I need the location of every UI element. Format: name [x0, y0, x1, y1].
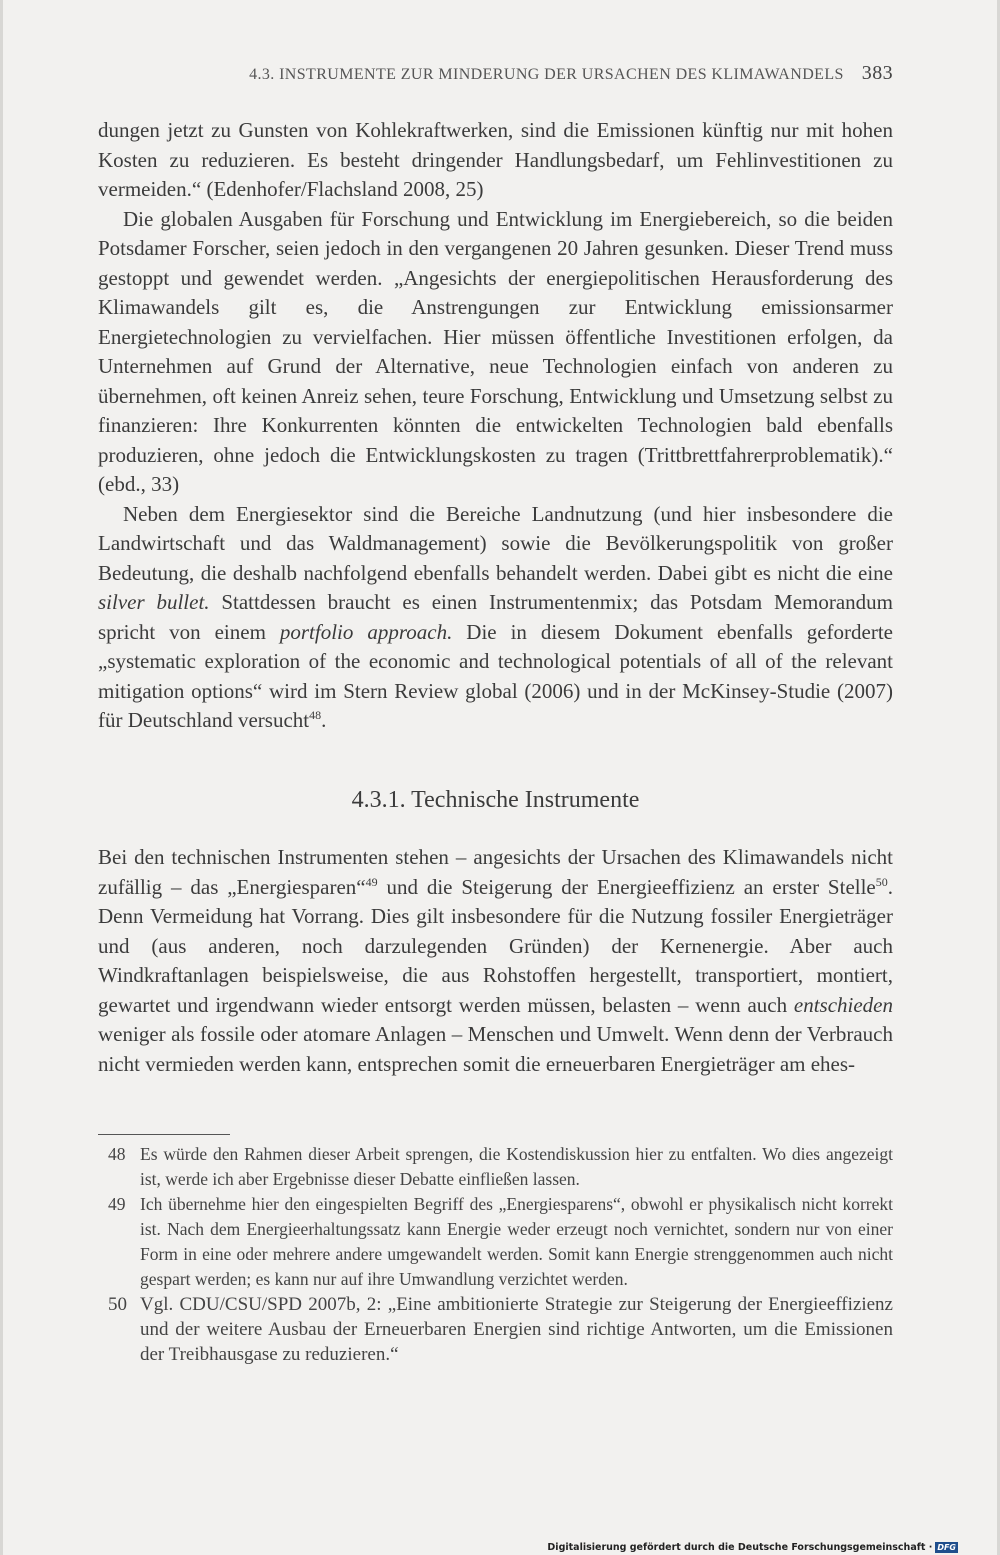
paragraph-3-end: .	[321, 708, 327, 732]
footnote-number: 49	[108, 1194, 126, 1214]
footnotes	[98, 1142, 893, 1367]
footnote-rule	[98, 1134, 230, 1135]
footnote-text: Es würde den Rahmen dieser Arbeit sprengen, die Kostendiskussion hier zu entfalten. Wo dies angezeigt ist, werde ich aber Ergebnisse dieser Debatte einfließen lassen.	[140, 1144, 893, 1189]
paragraph-1: dungen jetzt zu Gunsten von Kohlekraftwerken, sind die Emissionen künftig nur mit hohen Kosten zu reduzieren. Es besteht dringender Handlungsbedarf, um Fehlinvestitionen zu vermeiden.“ (Edenhofer/Flachsland 2008, 25)	[98, 118, 893, 201]
funding-text: Digitalisierung gefördert durch die Deutsche Forschungsgemeinschaft ·	[547, 1542, 933, 1553]
footnote-number: 48	[108, 1144, 126, 1164]
footnote-number: 50	[108, 1294, 127, 1315]
footnote-ref-49[interactable]: 49	[365, 874, 378, 889]
paragraph-3	[98, 500, 893, 736]
section-heading: 4.3.1. Technische Instrumente	[351, 787, 640, 813]
paragraph-4-text-d: weniger als fossile oder atomare Anlagen – Menschen und Umwelt. Wenn denn der Verbrauch nicht vermieden werden kann, entsprechen somit die erneuerbaren Energieträger am ehes-	[98, 1022, 893, 1076]
dfg-logo: DFG	[937, 1543, 956, 1552]
running-head	[98, 62, 893, 85]
paragraph-4	[98, 843, 893, 1079]
footnote-ref-50[interactable]: 50	[875, 874, 888, 889]
page-edge-left	[0, 0, 3, 1555]
body-text-bottom	[98, 843, 893, 1079]
footnote-text: Ich übernehme hier den eingespielten Begriff des „Energiesparens“, obwohl er physikalisch nicht korrekt ist. Nach dem Energieerhaltungssatz kann Energie weder erzeugt noch vernichtet, sondern nur von einer Form in eine oder mehrere andere umgewandelt werden. Somit kann Energie strenggenommen auch nicht gespart werden; es kann nur auf ihre Umwandlung verzichtet werden.	[140, 1194, 893, 1289]
paragraph-3-text-a: Neben dem Energiesektor sind die Bereiche Landnutzung (und hier insbesondere die Landwirtschaft und das Waldmanagement) sowie die Bevölkerungspolitik von großer Bedeutung, die deshalb nachfolgend ebenfalls behandelt werden. Dabei gibt es nicht die eine	[98, 501, 893, 585]
footnote-text: Vgl. CDU/CSU/SPD 2007b, 2: „Eine ambitionierte Strategie zur Steigerung der Energieeffizienz und der weitere Ausbau der Erneuerbaren Energien sind richtige Antworten, um die Emissionen der Treibhausgase zu reduzieren.“	[140, 1294, 893, 1365]
paragraph-4-text-c: . Denn Vermeidung hat Vorrang. Dies gilt insbesondere für die Nutzung fossiler Energieträger und (aus anderen, noch darzulegenden Gründen) der Kernenergie. Aber auch Windkraftanlagen beispielsweise, die aus Rohstoffen hergestellt, transportiert, montiert, gewartet und irgendwann wieder entsorgt werden müssen, belasten – wenn auch	[98, 874, 893, 1017]
paragraph-4-text-b: und die Steigerung der Energieeffizienz an erster Stelle	[377, 874, 876, 899]
footnote-49	[98, 1192, 893, 1292]
paragraph-3-text-c: Die in diesem Dokument ebenfalls geforderte „systematic exploration of the economic and technological potentials of all of the relevant mitigation options“ wird im Stern Review global (2006) und in der McKinsey-Studie (2007) für Deutschland versucht	[98, 619, 893, 732]
footnote-48	[98, 1142, 893, 1192]
emphasis-portfolio-approach: portfolio approach.	[279, 619, 453, 644]
footnote-ref-48[interactable]: 48	[309, 708, 322, 722]
emphasis-entschieden: entschieden	[793, 992, 893, 1017]
paragraph-3-text-b: Stattdessen braucht es einen Instrumentenmix; das Potsdam Memorandum spricht von einem	[98, 590, 894, 644]
paragraph-4-text-a: Bei den technischen Instrumenten stehen – angesichts der Ursachen des Klimawandels nicht zufällig – das „Energiesparen“	[98, 845, 893, 899]
emphasis-silver-bullet: silver bullet.	[98, 590, 210, 614]
running-head-title: 4.3. INSTRUMENTE ZUR MINDERUNG DER URSACHEN DES KLIMAWANDELS	[249, 66, 844, 83]
page-number: 383	[861, 62, 893, 84]
footnote-50	[98, 1292, 893, 1367]
funding-notice	[547, 1542, 958, 1553]
paragraph-2: Die globalen Ausgaben für Forschung und Entwicklung im Energiebereich, so die beiden Potsdamer Forscher, seien jedoch in den vergangenen 20 Jahren gesunken. Dieser Trend muss gestoppt und gewendet werden. „Angesichts der energiepolitischen Herausforderung des Klimawandels gilt es, die Anstrengungen zur Entwicklung emissionsarmer Energietechnologien zu vervielfachen. Hier müssen öffentliche Investitionen erfolgen, da Unternehmen auf Grund der Alternative, neue Technologien einfach von anderen zu übernehmen, oft keinen Anreiz sehen, teure Forschung, Entwicklung und Umsetzung selbst zu finanzieren: Ihre Konkurrenten könnten die entwickelten Technologien bald ebenfalls produzieren, ohne jedoch die Entwicklungskosten zu tragen (Trittbrettfahrerproblematik).“ (ebd., 33)	[98, 206, 893, 496]
body-text-top	[98, 116, 893, 736]
